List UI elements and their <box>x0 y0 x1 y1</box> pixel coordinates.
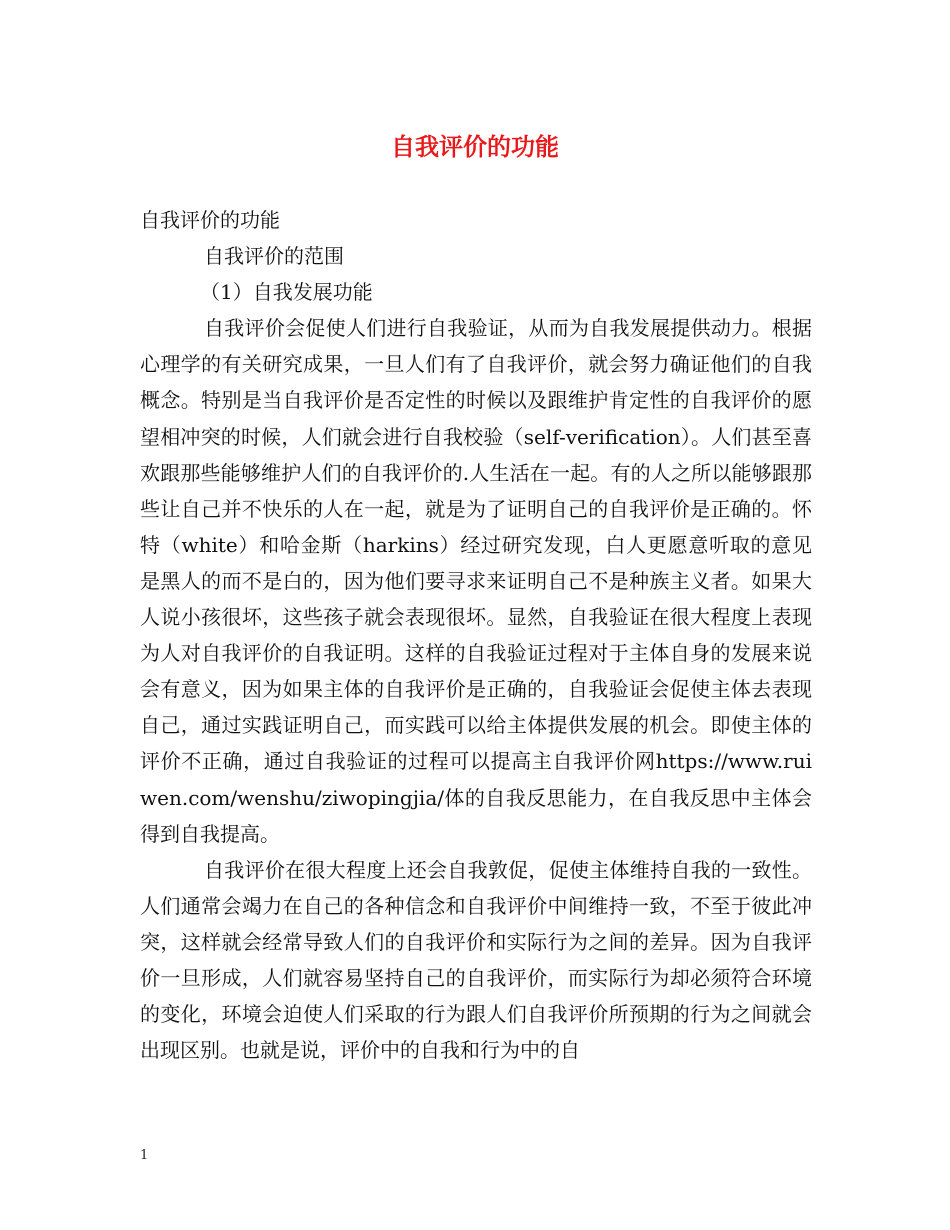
body-paragraph: 自我评价在很大程度上还会自我敦促，促使主体维持自我的一致性。人们通常会竭力在自己的各种信念和自我评价中间维持一致，不至于彼此冲突，这样就会经常导致人们的自我评价和实际行为之间的差异。因为自我评价一旦形成，人们就容易坚持自己的自我评价，而实际行为却必须符合环境的变化，环境会迫使人们采取的行为跟人们自我评价所预期的行为之间就会出现区别。也就是说，评价中的自我和行为中的自 <box>140 857 812 1063</box>
page-number: 1 <box>140 1148 149 1163</box>
item-heading: （1）自我发展功能 <box>200 280 373 305</box>
section-heading: 自我评价的功能 <box>140 208 280 232</box>
subsection-heading: 自我评价的范围 <box>204 244 344 269</box>
document-title: 自我评价的功能 <box>391 132 559 161</box>
body-paragraph: 自我评价会促使人们进行自我验证，从而为自我发展提供动力。根据心理学的有关研究成果，一旦人们有了自我评价，就会努力确证他们的自我概念。特别是当自我评价是否定性的时候以及跟维护肯定性的自我评价的愿望相冲突的时候，人们就会进行自我校验（self-verification）。人们甚至喜欢跟那些能够维护人们的自我评价的.人生活在一起。有的人之所以能够跟那些让自己并不快乐的人在一起，就是为了证明自己的自我评价是正确的。怀特（white）和哈金斯（harkins）经过研究发现，白人更愿意听取的意见是黑人的而不是白的，因为他们要寻求来证明自己不是种族主义者。如果大人说小孩很坏，这些孩子就会表现很坏。显然，自我验证在很大程度上表现为人对自我评价的自我证明。这样的自我验证过程对于主体自身的发展来说会有意义，因为如果主体的自我评价是正确的，自我验证会促使主体去表现自己，通过实践证明自己，而实践可以给主体提供发展的机会。即使主体的评价不正确，通过自我验证的过程可以提高主自我评价网https://www.ruiwen.com/wenshu/ziwopingjia/体的自我反思能力，在自我反思中主体会得到自我提高。 <box>140 316 812 846</box>
document-body <box>140 202 812 1068</box>
